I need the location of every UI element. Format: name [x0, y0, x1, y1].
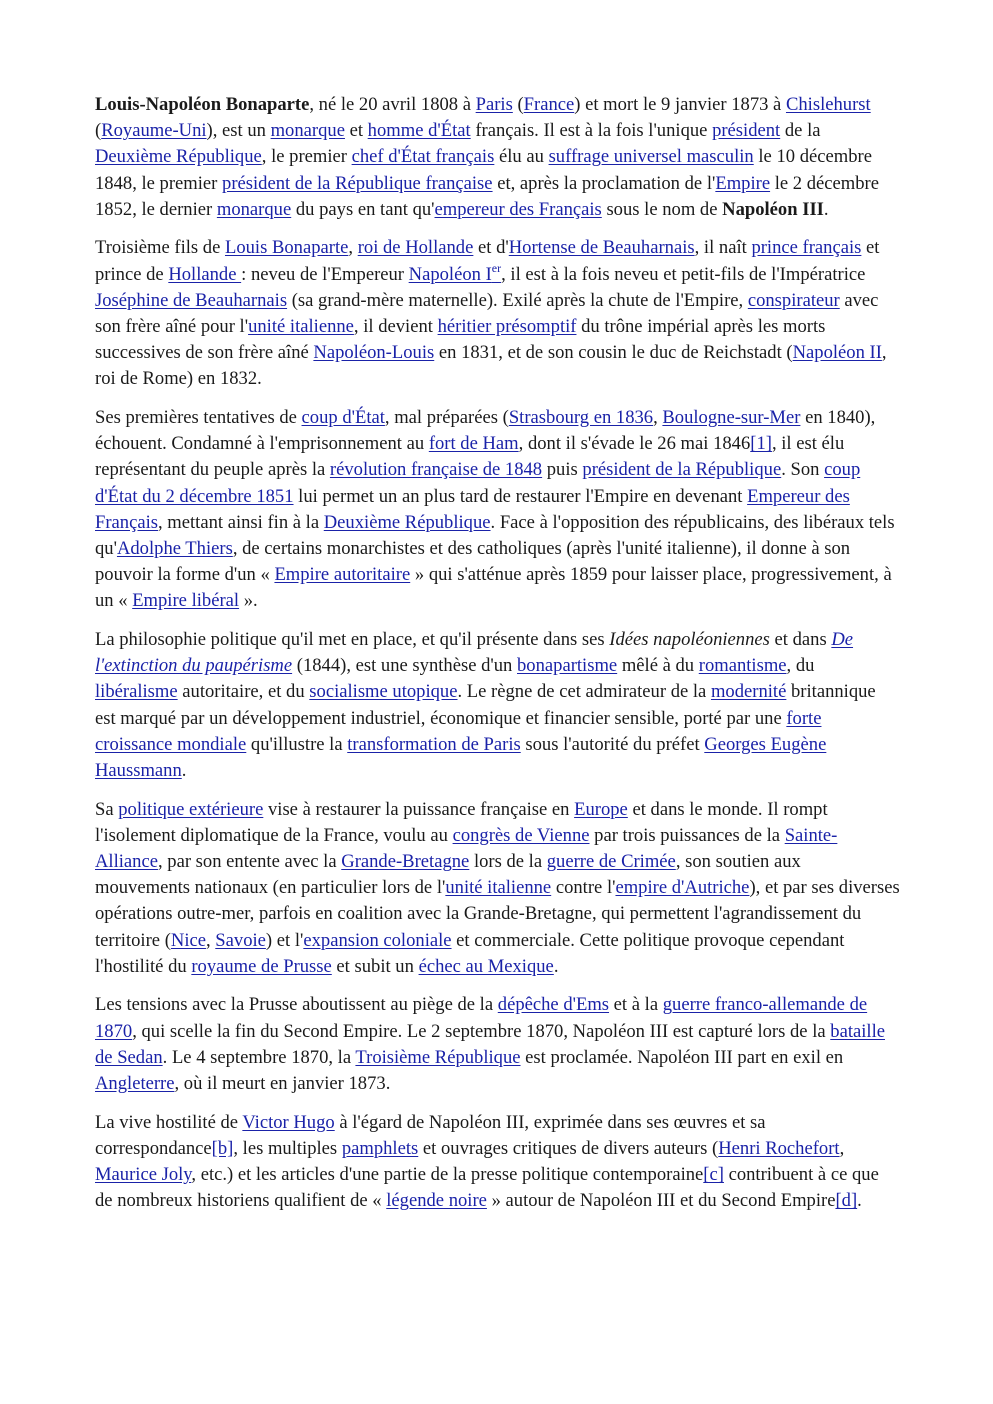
article-link[interactable]: [1]	[750, 433, 772, 455]
paragraph-foreign-policy	[95, 797, 900, 980]
body-text: , les multiples	[233, 1137, 342, 1159]
body-text: par trois puissances de la	[589, 824, 785, 846]
article-link[interactable]: chef d'État français	[351, 146, 495, 168]
body-text: qu'illustre la	[246, 733, 348, 755]
bold-text: Louis-Napoléon Bonaparte	[95, 94, 310, 115]
body-text: , son soutien aux mouvements nationaux (en particulier lors de l'	[95, 851, 801, 899]
body-text: et subit un	[331, 955, 419, 977]
article-link[interactable]: Empereur des Français	[95, 485, 850, 533]
body-text: , il est élu représentant du peuple après la	[95, 433, 845, 481]
body-text: ».	[239, 590, 258, 612]
article-link[interactable]: Chislehurst	[785, 94, 871, 115]
article-link[interactable]: Henri Rochefort	[718, 1137, 840, 1159]
article-link[interactable]: De l'extinction du paupérisme	[95, 629, 854, 677]
article-link[interactable]: coup d'État	[301, 407, 385, 429]
body-text: ) et mort le 9 janvier 1873 à	[574, 94, 786, 115]
superscript: er	[491, 260, 502, 275]
body-text: . Face à l'opposition des républicains, des libéraux tels qu'	[95, 511, 895, 560]
body-text: . Le 4 septembre 1870, la	[162, 1046, 356, 1068]
body-text: et à la	[609, 994, 663, 1016]
article-link[interactable]: Hollande	[168, 263, 242, 285]
article-link[interactable]: Savoie	[215, 929, 266, 951]
body-text: en 1831, et de son cousin le duc de Reichstadt (	[434, 342, 793, 364]
body-text: Ses premières tentatives de	[95, 407, 302, 429]
body-text: et ouvrages critiques de divers auteurs (	[418, 1137, 719, 1159]
article-link[interactable]: bonapartisme	[517, 655, 618, 677]
body-text: ) et l'	[265, 929, 304, 951]
article-link[interactable]: [b]	[211, 1137, 234, 1159]
article-link[interactable]: bataille de Sedan	[95, 1020, 885, 1068]
body-text: est proclamée. Napoléon III part en exil en	[520, 1046, 844, 1068]
body-text: contribuent à ce que de nombreux historiens qualifient de «	[95, 1164, 879, 1212]
body-text: , du	[786, 655, 815, 677]
article-link[interactable]: Angleterre	[95, 1073, 175, 1095]
article-link[interactable]: dépêche d'Ems	[497, 994, 610, 1016]
body-text: (	[512, 94, 524, 115]
article-link[interactable]: Deuxième République	[323, 511, 491, 533]
article-link[interactable]: président	[712, 120, 781, 142]
article-link[interactable]: Strasbourg en 1836	[508, 407, 654, 429]
body-text: et commerciale. Cette politique provoque cependant l'hostilité du	[95, 929, 845, 977]
body-text: .	[181, 760, 187, 782]
article-link[interactable]: Grande-Bretagne	[341, 851, 470, 873]
article-link[interactable]: coup d'État du 2 décembre 1851	[95, 459, 861, 507]
article-link[interactable]: modernité	[710, 681, 787, 703]
body-text: Les tensions avec la Prusse aboutissent au piège de la	[95, 994, 498, 1016]
article-link[interactable]: Maurice Joly	[95, 1164, 192, 1186]
article-link[interactable]: transformation de Paris	[347, 733, 521, 755]
body-text: , le premier	[261, 146, 352, 168]
body-text: : neveu de l'Empereur	[241, 263, 409, 285]
body-text: .	[553, 955, 559, 977]
body-text: , roi de Rome) en 1832.	[95, 342, 887, 390]
body-text: vise à restaurer la puissance française en	[263, 798, 575, 820]
article-link[interactable]: Joséphine de Beauharnais	[95, 289, 288, 311]
article-link[interactable]: monarque	[216, 198, 292, 220]
article-link[interactable]: légende noire	[386, 1190, 487, 1212]
body-text: en 1840), échouent. Condamné à l'emprisonnement au	[95, 407, 876, 455]
article-link[interactable]: forte croissance mondiale	[95, 707, 822, 755]
body-text: de la	[780, 120, 821, 142]
article-link[interactable]: Sainte-Alliance	[95, 824, 838, 873]
body-text: ,	[206, 929, 216, 951]
body-text: lui permet un an plus tard de restaurer l'Empire en devenant	[293, 485, 748, 507]
article-link[interactable]: révolution française de 1848	[329, 459, 543, 481]
article-link[interactable]: président de la République	[582, 459, 782, 481]
body-text: britannique est marqué par un développement industriel, économique et financier sensible, porté par une	[95, 681, 876, 729]
body-text: et d'	[473, 237, 509, 259]
body-text: à l'égard de Napoléon III, exprimée dans ses œuvres et sa correspondance	[95, 1111, 766, 1159]
body-text: , il naît	[694, 237, 752, 259]
article-link[interactable]: président de la République française	[222, 172, 493, 194]
body-text: autoritaire, et du	[177, 681, 310, 703]
body-text: , qui scelle la fin du Second Empire. Le 2 septembre 1870, Napoléon III est capturé lors de la	[132, 1020, 831, 1042]
body-text: .	[823, 198, 829, 220]
article-link[interactable]: Napoléon-Louis	[313, 342, 435, 364]
article-link[interactable]: échec au Mexique	[418, 955, 554, 977]
article-link[interactable]: unité italienne	[445, 877, 552, 899]
paragraph-end-of-empire	[95, 992, 900, 1097]
body-text: La philosophie politique qu'il met en place, et qu'il présente dans ses	[95, 629, 610, 651]
body-text: mêlé à du	[617, 655, 699, 677]
article-link[interactable]: Troisième République	[355, 1046, 521, 1068]
body-text: le 10 décembre 1848, le premier	[95, 146, 872, 194]
body-text: du pays en tant qu'	[291, 198, 435, 220]
body-text: , mettant ainsi fin à la	[158, 511, 324, 533]
body-text: (	[95, 120, 102, 142]
body-text: ), est un	[206, 120, 271, 142]
body-text: du trône impérial après les morts successives de son frère aîné	[95, 316, 826, 364]
article-link[interactable]: homme d'État	[367, 120, 471, 142]
body-text: Sa	[95, 798, 119, 820]
article-link[interactable]: Nice	[170, 929, 206, 951]
article-link[interactable]: Georges Eugène Haussmann	[95, 733, 827, 782]
body-text: puis	[542, 459, 583, 481]
body-text: avec son frère aîné pour l'	[95, 289, 879, 338]
body-text: , il devient	[353, 316, 438, 338]
body-text: et prince de	[95, 237, 880, 285]
article-link[interactable]: [d]	[835, 1190, 858, 1212]
body-text: » autour de Napoléon III et du Second Empire	[486, 1190, 836, 1212]
article-link[interactable]: socialisme utopique	[309, 681, 458, 703]
article-link[interactable]: fort de Ham	[428, 433, 519, 455]
article-link[interactable]: expansion coloniale	[303, 929, 452, 951]
article-link[interactable]: guerre de Crimée	[546, 851, 676, 873]
body-text: , etc.) et les articles d'une partie de la presse politique contemporaine	[191, 1164, 704, 1186]
body-text: (sa grand-mère maternelle). Exilé après la chute de l'Empire,	[287, 289, 748, 311]
body-text: » qui s'atténue après 1859 pour laisser place, progressivement, à un «	[95, 564, 892, 612]
body-text: , né le 20 avril 1808 à	[309, 94, 476, 115]
article-link[interactable]	[408, 260, 502, 285]
article-link[interactable]: conspirateur	[747, 289, 840, 311]
body-text: ,	[653, 407, 663, 429]
italic-text: Idées napoléoniennes	[609, 629, 770, 651]
article-link[interactable]: libéralisme	[95, 681, 178, 703]
body-text: et	[344, 120, 368, 142]
article-link[interactable]: suffrage universel masculin	[548, 146, 754, 168]
body-text: . Son	[781, 459, 825, 481]
article-link[interactable]: Adolphe Thiers	[116, 538, 233, 560]
body-text: lors de la	[469, 851, 547, 873]
article-link[interactable]: guerre franco-allemande de 1870	[95, 994, 868, 1042]
body-text: et dans	[769, 629, 832, 651]
article-link[interactable]: Paris	[475, 94, 513, 115]
article-link[interactable]: Empire libéral	[132, 590, 240, 612]
article-link[interactable]: empire d'Autriche	[615, 877, 750, 899]
article-link[interactable]: France	[523, 94, 575, 115]
article-link[interactable]: Empire	[715, 172, 771, 194]
article-link[interactable]: Deuxième République	[95, 146, 262, 168]
article-link[interactable]: royaume de Prusse	[191, 955, 332, 977]
body-text: et dans le monde. Il rompt l'isolement diplomatique de la France, voulu au	[95, 798, 828, 846]
body-text: ,	[348, 237, 358, 259]
body-text: , où il meurt en janvier 1873.	[174, 1073, 391, 1095]
paragraph-family	[95, 235, 900, 392]
article-link[interactable]: [c]	[703, 1164, 724, 1186]
article-link[interactable]: congrès de Vienne	[452, 824, 590, 846]
body-text: , il est à la fois neveu et petit-fils de l'Impératrice	[501, 263, 866, 285]
body-text: ), et par ses diverses opérations outre-mer, parfois en coalition avec la Grande-Bretagne, qui permettent l'agrandissement du territoire (	[95, 877, 900, 951]
paragraph-intro	[95, 92, 900, 223]
article-link[interactable]: unité italienne	[248, 316, 354, 338]
body-text: . Le règne de cet admirateur de la	[457, 681, 711, 703]
bold-text: Napoléon III	[722, 198, 824, 220]
body-text: sous le nom de	[601, 198, 723, 220]
body-text: .	[857, 1190, 862, 1212]
article-link[interactable]: empereur des Français	[434, 198, 602, 220]
article-link[interactable]: Europe	[574, 798, 628, 820]
article-body	[95, 92, 900, 1227]
article-link[interactable]: romantisme	[698, 655, 787, 677]
paragraph-black-legend	[95, 1110, 900, 1215]
body-text: , dont il s'évade le 26 mai 1846	[518, 433, 751, 455]
paragraph-coups	[95, 405, 900, 615]
article-link[interactable]: Napoléon II	[792, 342, 882, 364]
article-link[interactable]: monarque	[270, 120, 345, 142]
body-text: français. Il est à la fois l'unique	[470, 120, 713, 142]
body-text: sous l'autorité du préfet	[520, 733, 705, 755]
body-text: élu au	[494, 146, 549, 168]
link-text: Napoléon I	[408, 263, 492, 285]
article-link[interactable]: Louis Bonaparte	[224, 237, 349, 259]
article-link[interactable]: pamphlets	[341, 1137, 419, 1159]
paragraph-philosophy	[95, 627, 900, 784]
body-text: le 2 décembre 1852, le dernier	[95, 172, 879, 220]
body-text: , mal préparées (	[384, 407, 509, 429]
body-text: contre l'	[551, 877, 616, 899]
article-link[interactable]: Boulogne-sur-Mer	[662, 407, 801, 429]
article-link[interactable]: roi de Hollande	[357, 237, 474, 259]
article-link[interactable]: politique extérieure	[118, 798, 264, 820]
body-text: (1844), est une synthèse d'un	[292, 655, 517, 677]
body-text: et, après la proclamation de l'	[492, 172, 716, 194]
body-text: La vive hostilité de	[95, 1111, 243, 1133]
body-text: Troisième fils de	[95, 237, 225, 259]
article-link[interactable]: Victor Hugo	[242, 1111, 335, 1133]
article-link[interactable]: Empire autoritaire	[274, 564, 411, 586]
body-text: , par son entente avec la	[157, 851, 342, 873]
article-link[interactable]: prince français	[751, 237, 862, 259]
body-text: , de certains monarchistes et des catholiques (après l'unité italienne), il donne à son pouvoir la forme d'un «	[95, 538, 851, 586]
article-link[interactable]: héritier présomptif	[437, 316, 577, 338]
article-link[interactable]: Hortense de Beauharnais	[508, 237, 695, 259]
article-link[interactable]: Royaume-Uni	[101, 120, 207, 142]
body-text: ,	[839, 1137, 845, 1159]
